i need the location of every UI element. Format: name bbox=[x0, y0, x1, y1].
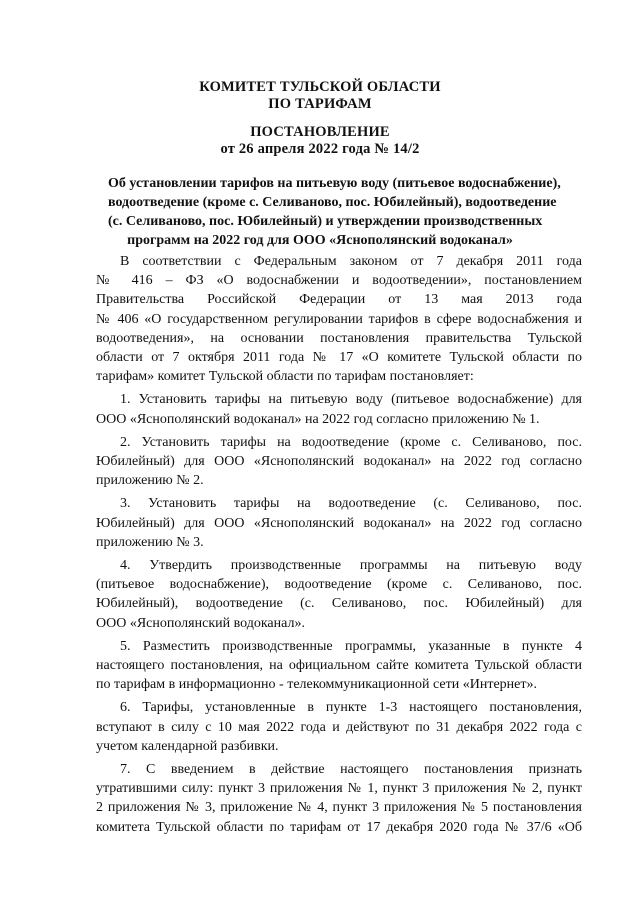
paragraph-line: 1. Установить тарифы на питьевую воду (питьевое водоснабжение) для bbox=[120, 392, 582, 408]
paragraph-line: учетом календарной разбивки. bbox=[96, 738, 279, 754]
paragraph-line: настоящего постановления, на официальном сайте комитета Тульской области bbox=[96, 658, 582, 674]
doc-type: ПОСТАНОВЛЕНИЕ bbox=[250, 124, 390, 140]
paragraph-line: приложению № 2. bbox=[96, 473, 204, 489]
org-name-line2: ПО ТАРИФАМ bbox=[268, 96, 372, 112]
paragraph-line: приложению № 3. bbox=[96, 534, 204, 550]
title-line: водоотведение (кроме с. Селиваново, пос. Юбилейный), водоотведение bbox=[108, 195, 557, 210]
paragraph-line: 6. Тарифы, установленные в пункте 1-3 настоящего постановления, bbox=[120, 700, 582, 716]
paragraph-line: 4. Утвердить производственные программы на питьевую воду bbox=[120, 558, 582, 574]
paragraph-line: тарифам» комитет Тульской области по тарифам постановляет: bbox=[96, 369, 474, 385]
paragraph bbox=[96, 494, 582, 552]
org-name-line1: КОМИТЕТ ТУЛЬСКОЙ ОБЛАСТИ bbox=[199, 79, 441, 95]
paragraph-line: № 406 «О государственном регулировании тарифов в сфере водоснабжения и bbox=[96, 311, 582, 327]
title-line: Об установлении тарифов на питьевую воду (питьевое водоснабжение), bbox=[108, 176, 561, 191]
title-line: (с. Селиваново, пос. Юбилейный) и утверждении производственных bbox=[108, 214, 543, 229]
paragraph-line: 2. Установить тарифы на водоотведение (кроме с. Селиваново, пос. bbox=[120, 434, 582, 450]
paragraph bbox=[96, 556, 582, 633]
paragraph-line: вступают в силу с 10 мая 2022 года и действуют по 31 декабря 2022 года с bbox=[96, 719, 582, 735]
paragraph-line: Юбилейный) для ООО «Яснополянский водоканал» на 2022 год согласно bbox=[96, 515, 582, 531]
paragraph bbox=[96, 760, 582, 837]
paragraph-line: 7. С введением в действие настоящего постановления признать bbox=[120, 762, 582, 778]
paragraph-line: Юбилейный) для ООО «Яснополянский водоканал» на 2022 год согласно bbox=[96, 454, 582, 470]
paragraph-line: (питьевое водоснабжение), водоотведение (кроме с. Селиваново, пос. bbox=[96, 577, 582, 593]
paragraph bbox=[96, 698, 582, 756]
doc-date: от 26 апреля 2022 года № 14/2 bbox=[220, 141, 420, 157]
paragraph-line: 3. Установить тарифы на водоотведение (с. Селиваново, пос. bbox=[120, 496, 582, 512]
paragraph-line: по тарифам в информационно - телекоммуникационной сети «Интернет». bbox=[96, 677, 537, 693]
document-body bbox=[96, 252, 582, 841]
paragraph-line: области от 7 октября 2011 года № 17 «О комитете Тульской области по bbox=[96, 350, 582, 366]
paragraph bbox=[96, 433, 582, 491]
doc-header bbox=[80, 124, 560, 158]
paragraph-line: водоотведения», на основании постановления правительства Тульской bbox=[96, 330, 582, 346]
paragraph bbox=[96, 637, 582, 695]
paragraph-line: Юбилейный), водоотведение (с. Селиваново, пос. Юбилейный) для bbox=[96, 596, 582, 612]
paragraph bbox=[96, 390, 582, 428]
document-title bbox=[108, 174, 561, 250]
paragraph-line: комитета Тульской области по тарифам от 17 декабря 2020 года № 37/6 «Об bbox=[96, 819, 582, 835]
paragraph-line: 2 приложения № 3, приложение № 4, пункт 3 приложения № 5 постановления bbox=[96, 800, 582, 816]
org-header bbox=[80, 79, 560, 113]
paragraph-line: № 416 – ФЗ «О водоснабжении и водоотведении», постановлением bbox=[96, 273, 582, 289]
paragraph-line: ООО «Яснополянский водоканал». bbox=[96, 615, 305, 631]
paragraph-line: утратившими силу: пункт 3 приложения № 1, пункт 3 приложения № 2, пункт bbox=[96, 781, 582, 797]
title-line: программ на 2022 год для ООО «Яснополянский водоканал» bbox=[127, 233, 513, 248]
paragraph-line: В соответствии с Федеральным законом от 7 декабря 2011 года bbox=[120, 254, 582, 269]
paragraph-line: Правительства Российской Федерации от 13 мая 2013 года bbox=[96, 292, 582, 308]
paragraph bbox=[96, 252, 582, 386]
paragraph-line: 5. Разместить производственные программы, указанные в пункте 4 bbox=[120, 638, 582, 654]
paragraph-line: ООО «Яснополянский водоканал» на 2022 год согласно приложению № 1. bbox=[96, 411, 540, 427]
